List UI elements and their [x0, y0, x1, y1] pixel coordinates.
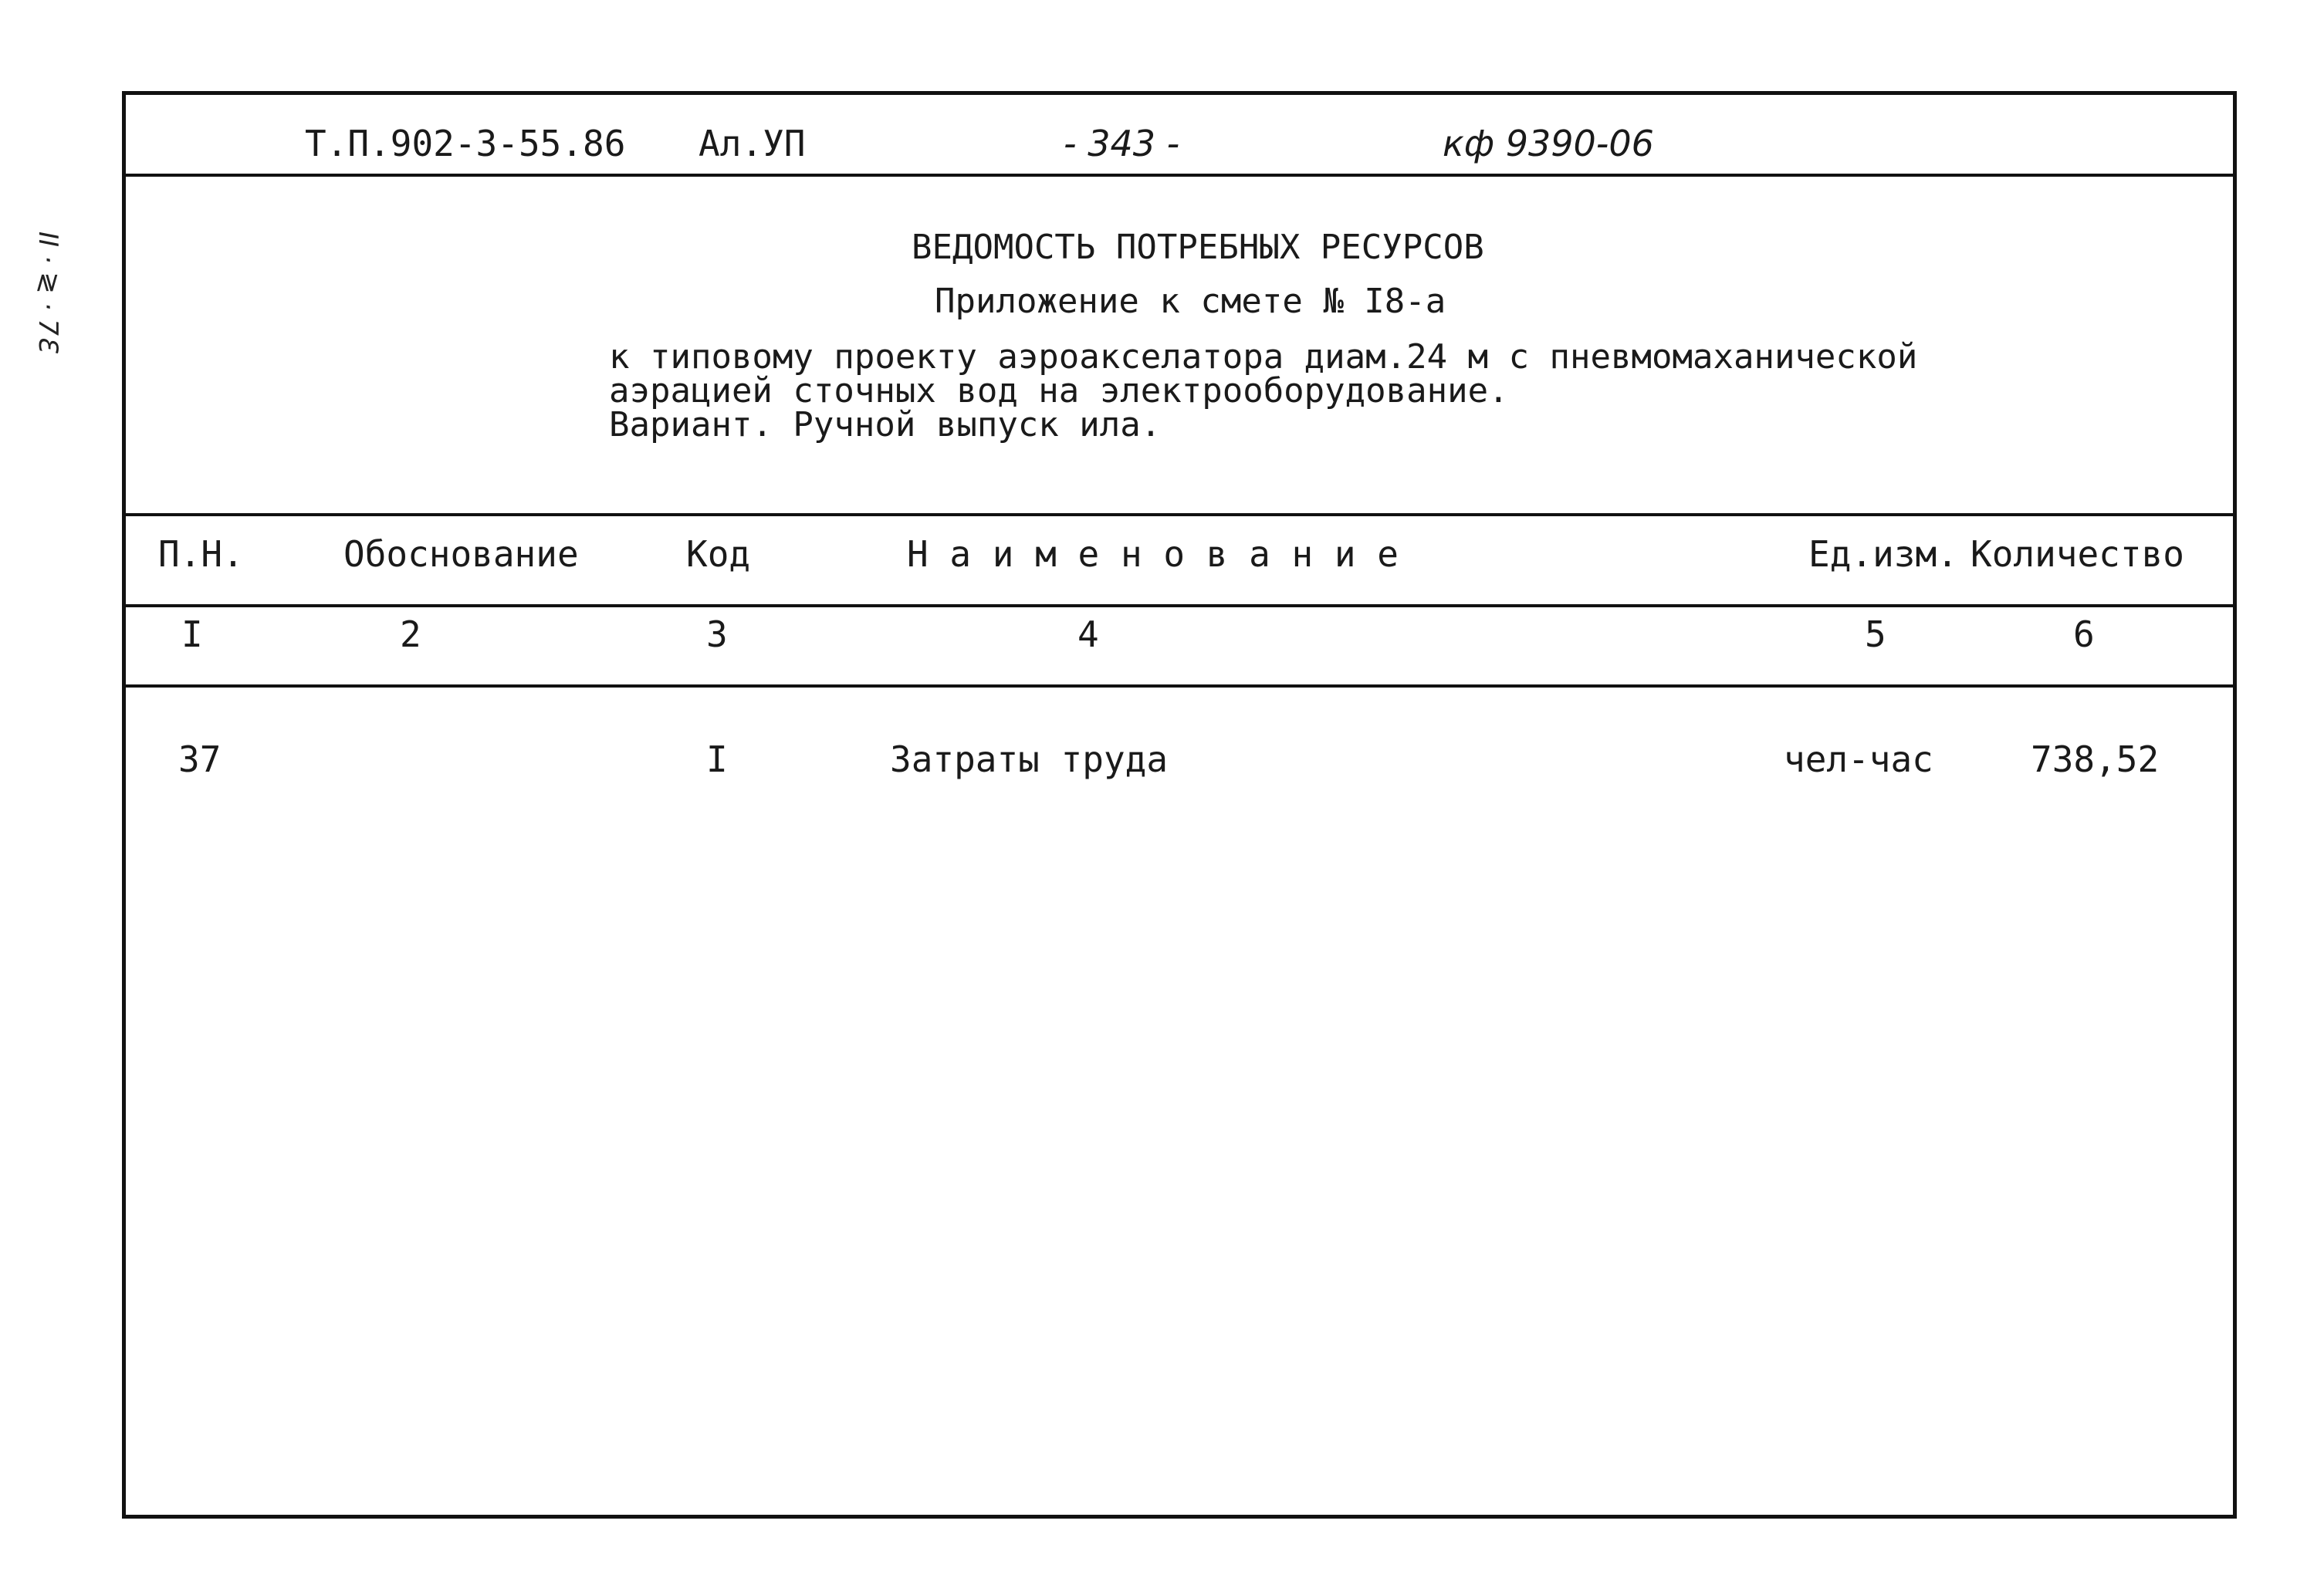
col-number-5: 5	[1865, 613, 1886, 655]
margin-annotation: ΙΙ · ≷ · 7Ɛ	[32, 231, 63, 352]
album-label: Ал.УП	[699, 123, 806, 164]
document-sheet	[122, 91, 2237, 1519]
col-header-unit: Ед.изм.	[1808, 533, 1958, 575]
description-line-2: аэрацией сточных вод на электрооборудование.	[609, 371, 1509, 411]
col-number-4: 4	[1077, 613, 1099, 655]
col-number-6: 6	[2073, 613, 2095, 655]
doc-code: Т.П.902-3-55.86	[305, 123, 626, 164]
col-number-3: 3	[706, 613, 728, 655]
page-number: - 343 -	[1064, 123, 1180, 164]
row-quantity: 738,52	[2031, 738, 2160, 780]
col-header-name: Н а и м е н о в а н и е	[907, 533, 1399, 575]
col-header-pn: П.Н.	[158, 533, 244, 575]
page-subtitle: Приложение к смете № I8-а	[935, 282, 1446, 321]
description-line-3: Вариант. Ручной выпуск ила.	[609, 405, 1162, 444]
description-line-1: к типовому проекту аэроакселатора диам.24 м с пневмомаханической	[609, 337, 1918, 377]
col-header-quantity: Количество	[1970, 533, 2184, 575]
row-unit: чел-час	[1784, 738, 1933, 780]
numbers-row-divider	[126, 684, 2233, 688]
reference-code: кф 9390-06	[1443, 123, 1654, 164]
col-number-2: 2	[400, 613, 421, 655]
title-divider	[126, 513, 2233, 516]
col-header-basis: Обоснование	[343, 533, 579, 575]
header-row-divider	[126, 604, 2233, 607]
col-header-code: Код	[686, 533, 751, 575]
row-name: Затраты труда	[890, 738, 1169, 780]
header-divider	[126, 174, 2233, 177]
row-pn: 37	[178, 738, 222, 780]
page-title: ВЕДОМОСТЬ ПОТРЕБНЫХ РЕСУРСОВ	[912, 228, 1484, 267]
row-code: I	[706, 738, 728, 780]
col-number-1: I	[181, 613, 203, 655]
